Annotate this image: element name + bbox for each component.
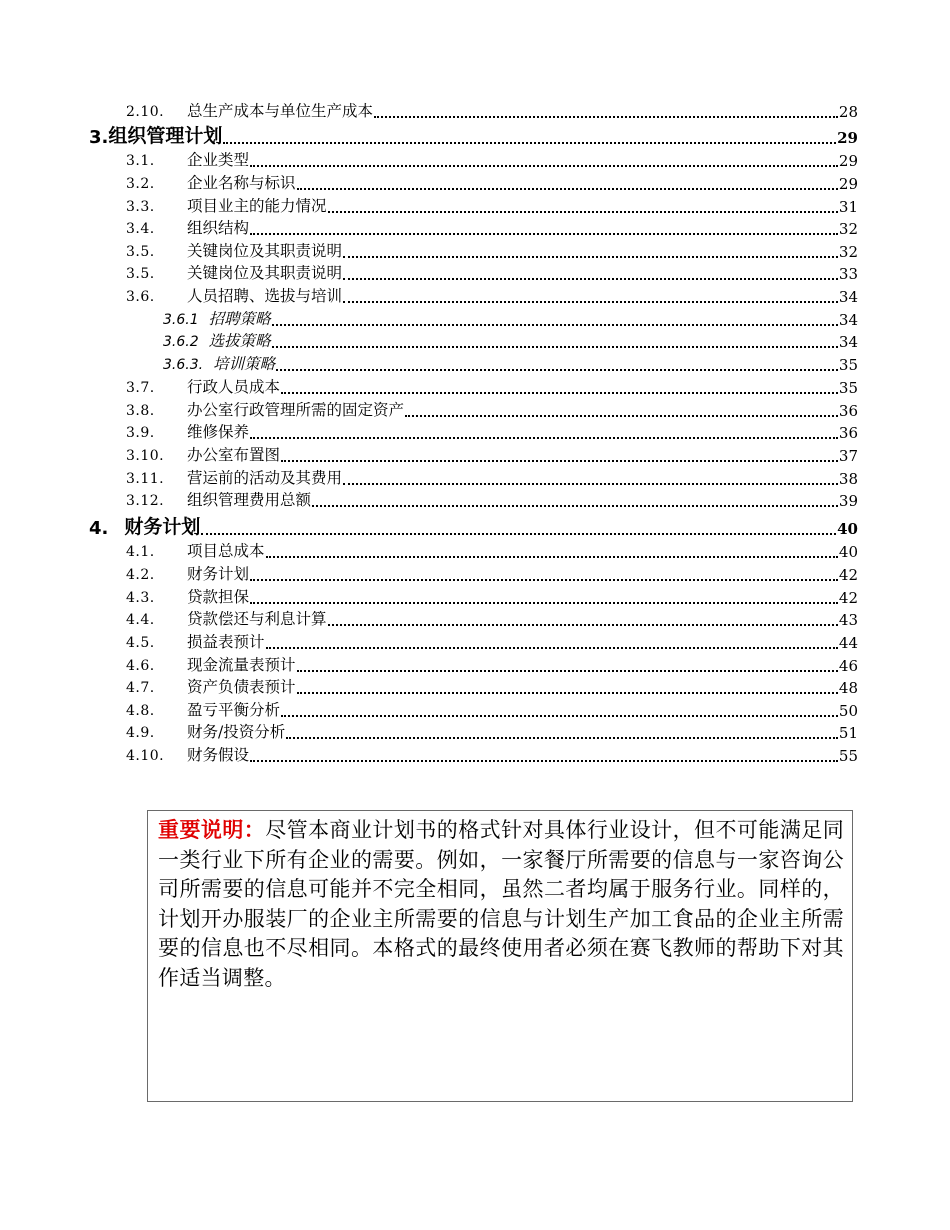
toc-entry-number: 4.10.: [126, 748, 165, 764]
toc-subentry-title: 培训策略: [213, 355, 276, 373]
toc-subentry-title: 招聘策略: [208, 310, 271, 328]
toc-entry-number: 4.6.: [126, 658, 155, 674]
toc-subentry-title: 选拔策略: [208, 332, 271, 350]
toc-heading-number: 4.: [89, 518, 109, 539]
toc-entry-number: 4.7.: [126, 680, 155, 696]
toc-entry-3-10[interactable]: [0, 445, 950, 467]
toc-entry-title: 项目总成本: [187, 542, 265, 560]
toc-entry-4-4[interactable]: [0, 609, 950, 631]
toc-entry-page: 50: [838, 702, 858, 720]
dot-leader: [343, 300, 838, 303]
toc-entry-title: 组织管理费用总额: [187, 491, 312, 509]
dot-leader: [343, 255, 838, 258]
toc-entry-number: 4.4.: [126, 612, 155, 628]
toc-entry-number: 3.5.: [126, 244, 155, 260]
toc-heading-page: 29: [837, 129, 858, 147]
toc-entry-title: 办公室布置图: [187, 446, 281, 464]
toc-entry-number: 4.1.: [126, 544, 155, 560]
note-lead: 重要说明：: [158, 817, 266, 842]
dot-leader: [286, 736, 838, 739]
toc-entry-title: 关键岗位及其职责说明: [187, 242, 343, 260]
toc-entry-3-6[interactable]: [0, 286, 950, 308]
dot-leader: [328, 623, 838, 626]
toc-entry-4-3[interactable]: [0, 587, 950, 609]
toc-entry-title: 总生产成本与单位生产成本: [187, 102, 374, 120]
toc-entry-3-6-2[interactable]: [0, 331, 950, 353]
toc-entry-3-6-1[interactable]: [0, 309, 950, 331]
toc-heading-3[interactable]: [0, 123, 950, 149]
toc-entry-page: 29: [838, 152, 858, 170]
toc-entry-title: 财务假设: [187, 746, 250, 764]
toc-entry-number: 4.9.: [126, 725, 155, 741]
toc-entry-page: 40: [838, 543, 858, 561]
toc-entry-number: 3.1.: [126, 153, 155, 169]
dot-leader: [266, 646, 838, 649]
toc-heading-title: 组织管理计划: [108, 125, 223, 147]
toc-entry-3-5[interactable]: [0, 241, 950, 263]
toc-entry-page: 34: [838, 288, 858, 306]
toc-entry-page: 37: [838, 447, 858, 465]
toc-entry-title: 企业类型: [187, 151, 250, 169]
toc-entry-4-10[interactable]: [0, 745, 950, 767]
toc-heading-title: 财务计划: [124, 516, 201, 538]
toc-subentry-number: 3.6.3.: [163, 357, 204, 373]
toc-entry-page: 46: [838, 657, 858, 675]
toc-entry-3-3[interactable]: [0, 196, 950, 218]
toc-subentry-page: 34: [838, 333, 858, 351]
toc-entry-title: 盈亏平衡分析: [187, 701, 281, 719]
dot-leader: [343, 482, 838, 485]
toc-entry-3-2[interactable]: [0, 173, 950, 195]
toc-entry-3-4[interactable]: [0, 218, 950, 240]
toc-entry-4-7[interactable]: [0, 677, 950, 699]
toc-entry-page: 29: [838, 175, 858, 193]
toc-entry-number: 3.10.: [126, 448, 165, 464]
toc-entry-number: 3.3.: [126, 199, 155, 215]
toc-entry-page: 48: [838, 679, 858, 697]
dot-leader: [250, 232, 838, 235]
toc-entry-page: 32: [838, 243, 858, 261]
toc-entry-title: 财务/投资分析: [187, 723, 286, 741]
toc-entry-page: 44: [838, 634, 858, 652]
dot-leader: [297, 669, 838, 672]
toc-entry-number: 3.9.: [126, 425, 155, 441]
toc-entry-3-8[interactable]: [0, 400, 950, 422]
toc-entry-title: 损益表预计: [187, 633, 265, 651]
toc-subentry-number: 3.6.2: [163, 334, 199, 350]
toc-entry-title: 项目业主的能力情况: [187, 197, 327, 215]
toc-entry-title: 贷款偿还与利息计算: [187, 610, 327, 628]
toc-entry-number: 2.10.: [126, 104, 165, 120]
toc-entry-page: 35: [838, 379, 858, 397]
toc-entry-title: 维修保养: [187, 423, 250, 441]
toc-entry-number: 3.2.: [126, 176, 155, 192]
dot-leader: [272, 345, 838, 348]
toc-entry-title: 资产负债表预计: [187, 678, 296, 696]
dot-leader: [250, 578, 838, 581]
toc-entry-3-5-b[interactable]: [0, 263, 950, 285]
toc-entry-3-6-3[interactable]: [0, 354, 950, 376]
toc-entry-number: 4.3.: [126, 590, 155, 606]
toc-entry-title: 行政人员成本: [187, 378, 281, 396]
toc-entry-4-5[interactable]: [0, 632, 950, 654]
toc-entry-3-11[interactable]: [0, 468, 950, 490]
toc-entry-page: 55: [838, 747, 858, 765]
dot-leader: [281, 714, 838, 717]
dot-leader: [250, 759, 838, 762]
toc-heading-4[interactable]: [0, 514, 950, 540]
toc-entry-page: 42: [838, 589, 858, 607]
toc-entry-4-1[interactable]: [0, 541, 950, 563]
toc-entry-page: 36: [838, 402, 858, 420]
toc-entry-number: 3.7.: [126, 380, 155, 396]
dot-leader: [297, 187, 838, 190]
toc-entry-3-9[interactable]: [0, 422, 950, 444]
toc-entry-page: 39: [838, 492, 858, 510]
dot-leader: [266, 555, 838, 558]
toc-entry-number: 3.6.: [126, 289, 155, 305]
dot-leader: [276, 368, 838, 371]
toc-entry-number: 3.8.: [126, 403, 155, 419]
toc-entry-title: 营运前的活动及其费用: [187, 469, 343, 487]
toc-heading-page: 40: [837, 520, 858, 538]
toc-entry-page: 42: [838, 566, 858, 584]
dot-leader: [281, 391, 838, 394]
toc-subentry-number: 3.6.1: [163, 312, 199, 328]
dot-leader: [405, 414, 838, 417]
toc-entry-page: 32: [838, 220, 858, 238]
toc-entry-4-8[interactable]: [0, 700, 950, 722]
toc-entry-page: 43: [838, 611, 858, 629]
dot-leader: [250, 601, 838, 604]
dot-leader: [201, 532, 836, 535]
dot-leader: [281, 459, 838, 462]
toc-entry-title: 现金流量表预计: [187, 656, 296, 674]
toc-entry-3-1[interactable]: [0, 150, 950, 172]
toc-entry-number: 3.5.: [126, 266, 155, 282]
toc-entry-title: 人员招聘、选拔与培训: [187, 287, 343, 305]
important-note-box: [147, 810, 853, 1102]
toc-entry-4-2[interactable]: [0, 564, 950, 586]
toc-entry-title: 关键岗位及其职责说明: [187, 264, 343, 282]
toc-entry-2-10[interactable]: [0, 101, 950, 123]
dot-leader: [312, 504, 838, 507]
toc-entry-page: 38: [838, 470, 858, 488]
toc-entry-title: 企业名称与标识: [187, 174, 296, 192]
dot-leader: [250, 164, 838, 167]
toc-entry-page: 28: [838, 103, 858, 121]
dot-leader: [250, 436, 838, 439]
toc-entry-title: 办公室行政管理所需的固定资产: [187, 401, 405, 419]
dot-leader: [223, 141, 836, 144]
toc-entry-number: 4.5.: [126, 635, 155, 651]
toc-entry-page: 31: [838, 198, 858, 216]
toc-entry-4-6[interactable]: [0, 655, 950, 677]
toc-entry-4-9[interactable]: [0, 722, 950, 744]
toc-entry-title: 组织结构: [187, 219, 250, 237]
toc-entry-3-7[interactable]: [0, 377, 950, 399]
toc-entry-page: 33: [838, 265, 858, 283]
toc-subentry-page: 34: [838, 311, 858, 329]
toc-entry-number: 3.12.: [126, 493, 165, 509]
note-text: 尽管本商业计划书的格式针对具体行业设计，但不可能满足同一类行业下所有企业的需要。例如，一家餐厅所需要的信息与一家咨询公司所需要的信息可能并不完全相同，虽然二者均属于服务行业。同样的，计划开办服装厂的企业主所需要的信息与计划生产加工食品的企业主所需要的信息也不尽相同。本格式的最终使用者必须在赛飞教师的帮助下对其作适当调整。: [158, 818, 844, 990]
dot-leader: [297, 691, 838, 694]
toc-entry-number: 3.4.: [126, 221, 155, 237]
dot-leader: [328, 210, 838, 213]
toc-entry-number: 3.11.: [126, 471, 165, 487]
toc-entry-page: 36: [838, 424, 858, 442]
toc-entry-3-12[interactable]: [0, 490, 950, 512]
dot-leader: [343, 277, 838, 280]
toc-entry-number: 4.2.: [126, 567, 155, 583]
toc-heading-number: 3.: [89, 127, 109, 148]
toc-entry-page: 51: [838, 724, 858, 742]
dot-leader: [272, 323, 838, 326]
toc-entry-number: 4.8.: [126, 703, 155, 719]
toc-subentry-page: 35: [838, 356, 858, 374]
toc-entry-title: 财务计划: [187, 565, 250, 583]
dot-leader: [374, 115, 838, 118]
toc-entry-title: 贷款担保: [187, 588, 250, 606]
